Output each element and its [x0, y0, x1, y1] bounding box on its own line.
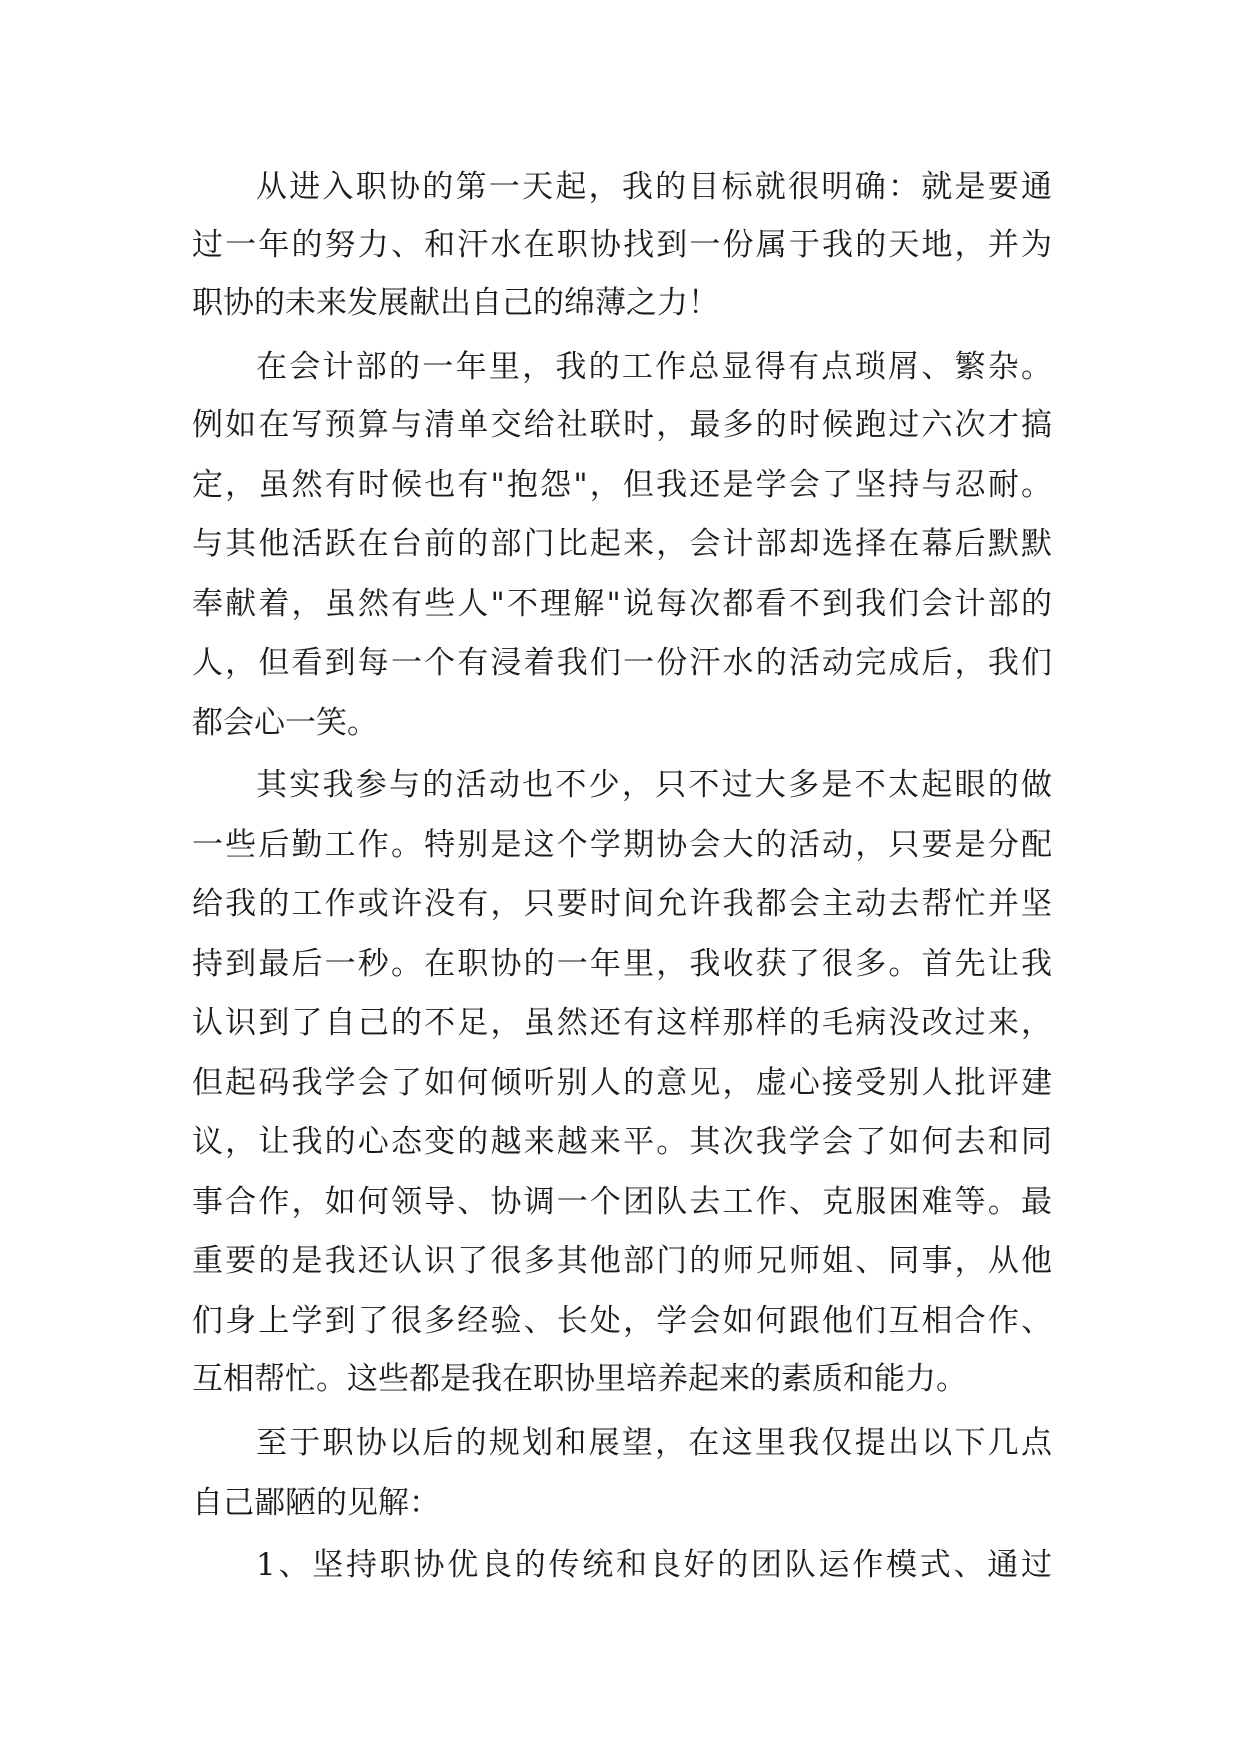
paragraph-3-line-9: 重要的是我还认识了很多其他部门的师兄师姐、同事，从他: [192, 1243, 1052, 1279]
paragraph-2-line-5: 奉献着，虽然有些人"不理解"说每次都看不到我们会计部的: [192, 586, 1052, 622]
paragraph-3-line-8: 事合作，如何领导、协调一个团队去工作、克服困难等。最: [192, 1184, 1052, 1220]
paragraph-3-line-7: 议，让我的心态变的越来越来平。其次我学会了如何去和同: [192, 1124, 1052, 1160]
paragraph-2-line-4: 与其他活跃在台前的部门比起来，会计部却选择在幕后默默: [192, 526, 1052, 562]
paragraph-2-line-3: 定，虽然有时候也有"抱怨"，但我还是学会了坚持与忍耐。: [192, 467, 1052, 503]
paragraph-2-line-7: 都会心一笑。: [192, 705, 378, 741]
paragraph-3-line-5: 认识到了自己的不足，虽然还有这样那样的毛病没改过来，: [192, 1005, 1052, 1041]
paragraph-4-line-2: 自己鄙陋的见解：: [192, 1485, 440, 1521]
paragraph-5-line-1: 1、坚持职协优良的传统和良好的团队运作模式、通过: [256, 1547, 1052, 1583]
paragraph-4-line-1: 至于职协以后的规划和展望，在这里我仅提出以下几点: [256, 1425, 1052, 1461]
paragraph-1-line-2: 过一年的努力、和汗水在职协找到一份属于我的天地，并为: [192, 227, 1052, 263]
paragraph-3-line-6: 但起码我学会了如何倾听别人的意见，虚心接受别人批评建: [192, 1065, 1052, 1101]
paragraph-1-line-1: 从进入职协的第一天起，我的目标就很明确：就是要通: [256, 169, 1052, 205]
paragraph-3-line-11: 互相帮忙。这些都是我在职协里培养起来的素质和能力。: [192, 1361, 967, 1397]
paragraph-1-line-3: 职协的未来发展献出自己的绵薄之力！: [192, 285, 719, 321]
paragraph-3-line-1: 其实我参与的活动也不少，只不过大多是不太起眼的做: [256, 767, 1052, 803]
paragraph-3-line-10: 们身上学到了很多经验、长处，学会如何跟他们互相合作、: [192, 1303, 1052, 1339]
paragraph-3-line-3: 给我的工作或许没有，只要时间允许我都会主动去帮忙并坚: [192, 886, 1052, 922]
paragraph-2-line-6: 人，但看到每一个有浸着我们一份汗水的活动完成后，我们: [192, 645, 1052, 681]
paragraph-3-line-2: 一些后勤工作。特别是这个学期协会大的活动，只要是分配: [192, 827, 1052, 863]
paragraph-2-line-2: 例如在写预算与清单交给社联时，最多的时候跑过六次才搞: [192, 407, 1052, 443]
paragraph-2-line-1: 在会计部的一年里，我的工作总显得有点琐屑、繁杂。: [256, 349, 1052, 385]
paragraph-3-line-4: 持到最后一秒。在职协的一年里，我收获了很多。首先让我: [192, 946, 1052, 982]
